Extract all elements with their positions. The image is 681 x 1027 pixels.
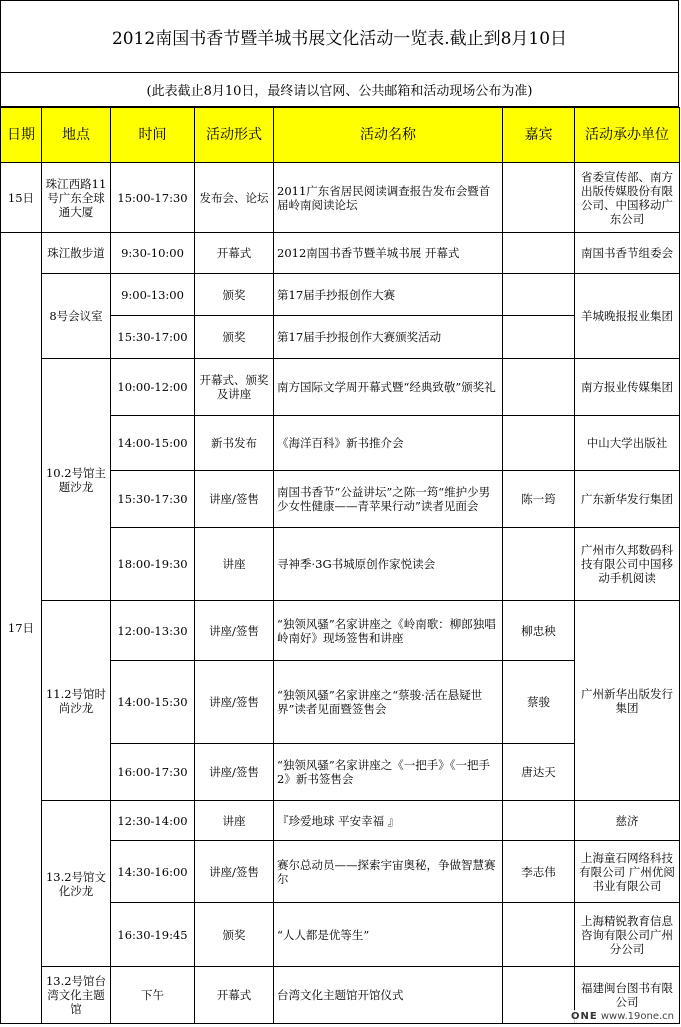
event-name-cell: 南方国际文学周开幕式暨“经典致敬”颁奖礼 — [274, 359, 503, 416]
event-name-cell: “独领风骚”名家讲座之“蔡骏·活在悬疑世界”读者见面暨签售会 — [274, 661, 503, 744]
organizer-cell: 福建闽台图书有限公司 — [575, 967, 680, 1024]
guest-cell — [503, 528, 575, 601]
event-name-cell: 赛尔总动员——探索宇宙奥秘，争做智慧赛尔 — [274, 841, 503, 903]
guest-cell — [503, 967, 575, 1024]
form-cell: 讲座/签售 — [195, 601, 274, 661]
guest-cell — [503, 359, 575, 416]
venue-cell: 13.2号馆台湾文化主题馆 — [42, 967, 111, 1024]
form-cell: 讲座 — [195, 528, 274, 601]
date-cell: 17日 — [1, 233, 42, 1024]
event-name-cell: 2012南国书香节暨羊城书展 开幕式 — [274, 233, 503, 274]
table-row — [1, 359, 680, 416]
sheet-note: (此表截止8月10日，最终请以官网、公共邮箱和活动现场公布为准) — [0, 73, 679, 107]
time-cell: 18:00-19:30 — [111, 528, 195, 601]
time-cell: 14:00-15:00 — [111, 416, 195, 471]
event-name-cell: “独领风骚”名家讲座之《岭南歌：柳郎独唱岭南好》现场签售和讲座 — [274, 601, 503, 661]
form-cell: 颁奖 — [195, 316, 274, 359]
venue-cell: 8号会议室 — [42, 274, 111, 359]
guest-cell — [503, 274, 575, 316]
organizer-cell: 羊城晚报报业集团 — [575, 274, 680, 359]
time-cell: 16:00-17:30 — [111, 744, 195, 801]
event-name-cell: 南国书香节“公益讲坛”之陈一筠“维护少男少女性健康——青苹果行动”读者见面会 — [274, 471, 503, 528]
guest-cell — [503, 801, 575, 841]
event-name-cell: “独领风骚”名家讲座之《一把手》《一把手2》新书签售会 — [274, 744, 503, 801]
time-cell: 9:00-13:00 — [111, 274, 195, 316]
venue-cell: 13.2号馆文化沙龙 — [42, 801, 111, 967]
header-organizer: 活动承办单位 — [575, 108, 680, 163]
form-cell: 颁奖 — [195, 903, 274, 967]
guest-cell: 蔡骏 — [503, 661, 575, 744]
time-cell: 下午 — [111, 967, 195, 1024]
guest-cell: 陈一筠 — [503, 471, 575, 528]
table-row — [1, 233, 680, 274]
guest-cell: 柳忠秧 — [503, 601, 575, 661]
organizer-cell: 省委宣传部、南方出版传媒股份有限公司、中国移动广东公司 — [575, 163, 680, 233]
form-cell: 讲座 — [195, 801, 274, 841]
venue-cell: 珠江西路11号广东全球通大厦 — [42, 163, 111, 233]
form-cell: 讲座/签售 — [195, 744, 274, 801]
form-cell: 开幕式 — [195, 233, 274, 274]
sheet-title: 2012南国书香节暨羊城书展文化活动一览表.截止到8月10日 — [0, 0, 679, 73]
table-row — [1, 274, 680, 316]
organizer-cell: 广州市久邦数码科技有限公司中国移动手机阅读 — [575, 528, 680, 601]
time-cell: 15:30-17:30 — [111, 471, 195, 528]
header-time: 时间 — [111, 108, 195, 163]
schedule-table — [0, 107, 680, 1024]
time-cell: 12:00-13:30 — [111, 601, 195, 661]
time-cell: 12:30-14:00 — [111, 801, 195, 841]
venue-cell: 11.2号馆时尚沙龙 — [42, 601, 111, 801]
event-name-cell: 第17届手抄报创作大赛颁奖活动 — [274, 316, 503, 359]
form-cell: 颁奖 — [195, 274, 274, 316]
header-date: 日期 — [1, 108, 42, 163]
form-cell: 开幕式、颁奖及讲座 — [195, 359, 274, 416]
form-cell: 讲座/签售 — [195, 661, 274, 744]
event-name-cell: 『珍爱地球 平安幸福 』 — [274, 801, 503, 841]
time-cell: 16:30-19:45 — [111, 903, 195, 967]
guest-cell — [503, 163, 575, 233]
guest-cell: 唐达天 — [503, 744, 575, 801]
form-cell: 讲座/签售 — [195, 471, 274, 528]
time-cell: 10:00-12:00 — [111, 359, 195, 416]
guest-cell — [503, 903, 575, 967]
form-cell: 讲座/签售 — [195, 841, 274, 903]
table-row — [1, 801, 680, 841]
organizer-cell: 广东新华发行集团 — [575, 471, 680, 528]
organizer-cell: 中山大学出版社 — [575, 416, 680, 471]
header-guest: 嘉宾 — [503, 108, 575, 163]
table-row — [1, 163, 680, 233]
time-cell: 15:00-17:30 — [111, 163, 195, 233]
watermark-url: www.19one.cn — [600, 1011, 674, 1022]
event-name-cell: 寻神季·3G书城原创作家悦读会 — [274, 528, 503, 601]
organizer-cell: 南国书香节组委会 — [575, 233, 680, 274]
date-cell: 15日 — [1, 163, 42, 233]
time-cell: 15:30-17:00 — [111, 316, 195, 359]
form-cell: 新书发布 — [195, 416, 274, 471]
time-cell: 14:30-16:00 — [111, 841, 195, 903]
venue-cell: 10.2号馆主题沙龙 — [42, 359, 111, 601]
organizer-cell: 上海精锐教育信息咨询有限公司广州分公司 — [575, 903, 680, 967]
guest-cell: 李志伟 — [503, 841, 575, 903]
organizer-cell: 慈济 — [575, 801, 680, 841]
event-name-cell: 第17届手抄报创作大赛 — [274, 274, 503, 316]
guest-cell — [503, 416, 575, 471]
header-name: 活动名称 — [274, 108, 503, 163]
header-form: 活动形式 — [195, 108, 274, 163]
event-name-cell: 台湾文化主题馆开馆仪式 — [274, 967, 503, 1024]
time-cell: 14:00-15:30 — [111, 661, 195, 744]
organizer-cell: 广州新华出版发行集团 — [575, 601, 680, 801]
event-name-cell: “人人都是优等生” — [274, 903, 503, 967]
table-row — [1, 601, 680, 661]
watermark-logo: ONE — [570, 1011, 598, 1022]
event-name-cell: 《海洋百科》新书推介会 — [274, 416, 503, 471]
watermark — [568, 1010, 677, 1023]
header-row — [1, 108, 680, 163]
organizer-cell: 上海童石网络科技有限公司 广州优阅书业有限公司 — [575, 841, 680, 903]
form-cell: 开幕式 — [195, 967, 274, 1024]
venue-cell: 珠江散步道 — [42, 233, 111, 274]
event-name-cell: 2011广东省居民阅读调查报告发布会暨首届岭南阅读论坛 — [274, 163, 503, 233]
organizer-cell: 南方报业传媒集团 — [575, 359, 680, 416]
form-cell: 发布会、论坛 — [195, 163, 274, 233]
guest-cell — [503, 233, 575, 274]
guest-cell — [503, 316, 575, 359]
time-cell: 9:30-10:00 — [111, 233, 195, 274]
header-venue: 地点 — [42, 108, 111, 163]
